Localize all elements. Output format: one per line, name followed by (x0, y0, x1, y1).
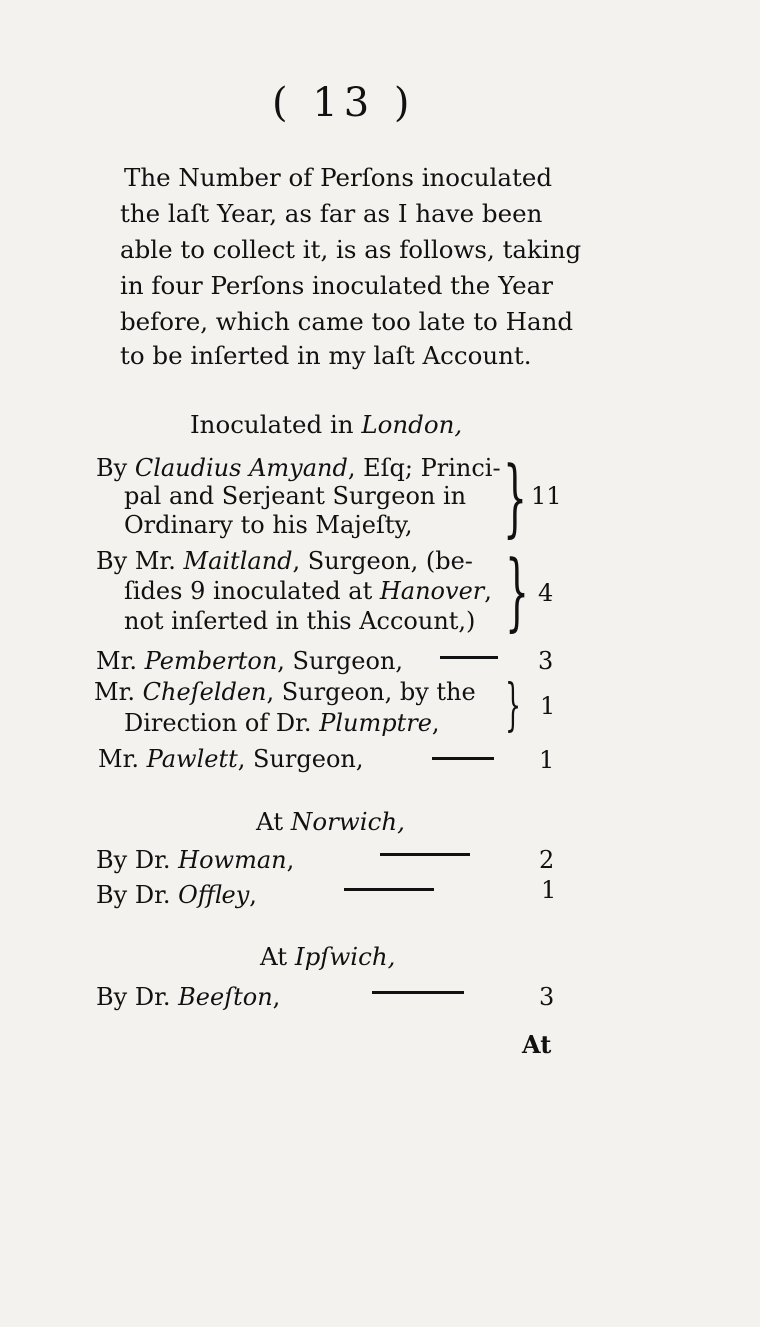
leader-dash (432, 757, 494, 760)
entry-text: , Surgeon, (237, 745, 364, 773)
entry-text: , (484, 577, 492, 605)
leader-dash (372, 991, 464, 994)
entry-maitland-line: not inſerted in this Account,) (124, 607, 476, 635)
leader-dash (380, 853, 470, 856)
entry-text: Mr. (96, 647, 145, 675)
entry-amyand-line (96, 454, 501, 482)
entry-text: , (431, 709, 440, 737)
catchword: At (522, 1030, 552, 1059)
entry-text: , Eſq; Princi- (347, 454, 501, 482)
entry-count: 1 (541, 876, 557, 904)
surgeon-name: Maitland (183, 547, 293, 575)
entry-text: , (272, 983, 281, 1011)
entry-text: By Dr. (96, 983, 179, 1011)
entry-maitland-line (96, 547, 473, 575)
entry-text: By Dr. (96, 881, 179, 909)
entry-text: , Surgeon, (277, 647, 404, 675)
heading-place: Ipſwich, (294, 942, 396, 971)
entry-count: 3 (538, 647, 554, 675)
physician-name: Howman (178, 846, 287, 874)
entry-text: Mr. (98, 745, 147, 773)
entry-pemberton-line (96, 647, 403, 675)
leader-dash (344, 888, 434, 891)
brace: } (505, 673, 522, 738)
brace: } (505, 542, 530, 640)
entry-text: By (96, 454, 135, 482)
entry-beeston-line (96, 983, 280, 1011)
entry-offley-line (96, 881, 257, 909)
entry-text: , Surgeon, (be- (292, 547, 473, 575)
entry-count: 3 (539, 983, 555, 1011)
entry-text: By Dr. (96, 846, 179, 874)
entry-text: ſides 9 inoculated at (124, 577, 380, 605)
entry-maitland-line (124, 577, 492, 605)
entry-count: 1 (539, 746, 555, 774)
intro-line: able to collect it, is as follows, taking (120, 235, 582, 264)
entry-text: , (249, 881, 257, 909)
heading-prefix: At (256, 807, 291, 836)
heading-prefix: At (260, 942, 295, 971)
entry-count: 1 (540, 692, 556, 720)
section-heading-norwich (256, 807, 405, 836)
entry-pawlett-line (98, 745, 364, 773)
physician-name: Plumptre (319, 709, 432, 737)
section-heading-london (190, 410, 462, 439)
surgeon-name: Pawlett (146, 745, 238, 773)
intro-line: before, which came too late to Hand (120, 307, 574, 336)
heading-place: London, (361, 410, 463, 439)
entry-text: , Surgeon, by the (266, 678, 476, 706)
leader-dash (440, 656, 498, 659)
section-heading-ipswich (260, 942, 395, 971)
entry-cheselden-line (124, 709, 440, 737)
entry-amyand-line: Ordinary to his Majeſty, (124, 511, 413, 539)
entry-text: By Mr. (96, 547, 184, 575)
page-number: ( 13 ) (272, 80, 416, 126)
brace: } (503, 448, 528, 546)
surgeon-name: Claudius Amyand (134, 454, 348, 482)
intro-line: in four Perſons inoculated the Year (120, 271, 553, 300)
entry-cheselden-line (94, 678, 476, 706)
surgeon-name: Cheſelden (142, 678, 267, 706)
entry-count: 2 (539, 846, 555, 874)
physician-name: Beeſton (178, 983, 273, 1011)
heading-place: Norwich, (290, 807, 405, 836)
intro-line: the laſt Year, as far as I have been (120, 199, 543, 228)
surgeon-name: Pemberton (144, 647, 278, 675)
entry-text: , (286, 846, 295, 874)
entry-howman-line (96, 846, 294, 874)
physician-name: Offley (178, 881, 250, 909)
intro-line: to be inſerted in my laſt Account. (120, 341, 532, 370)
heading-prefix: Inoculated in (190, 410, 362, 439)
place-name: Hanover (379, 577, 485, 605)
entry-amyand-line: pal and Serjeant Surgeon in (124, 482, 467, 510)
entry-text: Mr. (94, 678, 143, 706)
intro-line: The Number of Perſons inoculated (124, 163, 553, 192)
entry-count: 11 (531, 482, 562, 510)
entry-text: Direction of Dr. (124, 709, 320, 737)
entry-count: 4 (538, 579, 554, 607)
